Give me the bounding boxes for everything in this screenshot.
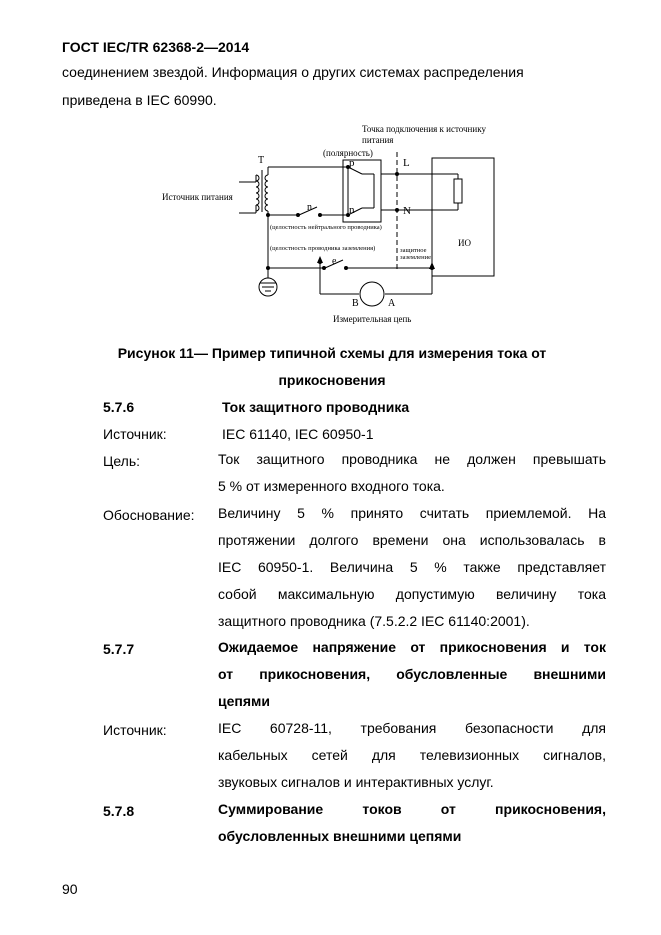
figure-caption-line-1: Рисунок 11— Пример типичной схемы для измерения тока от — [117, 345, 547, 361]
text-line: Ожидаемое напряжение от прикосновения и ток — [218, 639, 606, 655]
text-line: от прикосновения, обусловленные внешними — [218, 666, 606, 682]
text-line: собой максимальную допустимую величину тока — [218, 586, 606, 602]
terminal-n-upper-label: N — [403, 205, 411, 217]
section-576-goal-label: Цель: — [103, 453, 141, 469]
text-line: 5 % от измеренного входного тока. — [218, 478, 445, 494]
text-line: протяжении долгого времени она использовалась в — [218, 532, 606, 548]
text-line: Ток защитного проводника не должен превышать — [218, 451, 606, 467]
section-577-number: 5.7.7 — [103, 641, 135, 657]
section-576-rationale-label: Обоснование: — [103, 507, 195, 523]
text-line: Суммирование токов от прикосновения, — [218, 801, 606, 817]
protective-earth-label-2: заземление — [400, 254, 431, 261]
neutral-continuity-label: (целостность нейтрального проводника) — [270, 224, 382, 231]
protective-earth-label-1: защитное — [400, 247, 427, 254]
section-576-title: Ток защитного проводника — [222, 399, 410, 415]
transformer-secondary — [265, 175, 268, 211]
equipment-label: ИО — [458, 238, 471, 248]
power-source-label: Источник питания — [162, 192, 233, 202]
terminal-n-lower-label: n — [349, 204, 355, 216]
text-line: кабельных сетей для телевизионных сигналов, — [218, 747, 606, 763]
switch-e-label: e — [332, 256, 337, 267]
measuring-circuit-label: Измерительная цепь — [333, 314, 412, 324]
section-577-source-label: Источник: — [103, 722, 167, 738]
section-576-number: 5.7.6 — [103, 399, 135, 415]
text-line: звуковых сигналов и интерактивных услуг. — [218, 774, 494, 790]
connection-point-label-1: Точка подключения к источнику — [362, 124, 486, 134]
intro-line-2: приведена в IEC 60990. — [62, 92, 217, 108]
earth-continuity-label: (целостность проводника заземления) — [270, 245, 376, 252]
section-578-title — [218, 796, 606, 850]
terminal-p-label: p — [349, 157, 355, 169]
transformer-label: T — [258, 155, 265, 166]
page-number: 90 — [62, 881, 78, 897]
text-line: IEC 60728-11, требования безопасности для — [218, 720, 606, 736]
section-576-source-label: Источник: — [103, 426, 167, 442]
figure-caption-line-2: прикосновения — [278, 372, 386, 388]
switch-n-label: n — [307, 202, 312, 213]
text-line: Величину 5 % принято считать приемлемой. На — [218, 505, 606, 521]
terminal-l-label: L — [403, 157, 410, 169]
connection-point-label-2: питания — [362, 135, 394, 145]
text-line: цепями — [218, 693, 270, 709]
section-576-goal-text — [218, 446, 606, 500]
equipment-under-test-box — [432, 158, 494, 276]
text-line: IEC 60950-1. Величина 5 % также представляет — [218, 559, 606, 575]
polarity-label: (полярность) — [323, 148, 373, 158]
terminal-a-label: A — [388, 298, 396, 309]
intro-line-1: соединением звездой. Информация о других системах распределения — [62, 64, 524, 80]
text-line: обусловленных внешними цепями — [218, 828, 462, 844]
section-576-source: IEC 61140, IEC 60950-1 — [222, 426, 374, 442]
section-576-rationale-text — [218, 500, 606, 635]
section-578-number: 5.7.8 — [103, 803, 135, 819]
load-resistor — [454, 179, 462, 203]
section-577-source-text — [218, 715, 606, 796]
measuring-instrument — [360, 282, 384, 306]
document-header: ГОСТ IEC/TR 62368-2—2014 — [62, 39, 250, 55]
terminal-b-label: B — [352, 298, 359, 309]
touch-current-circuit-diagram — [150, 118, 510, 332]
section-577-title — [218, 634, 606, 715]
text-line: защитного проводника (7.5.2.2 IEC 61140:2001). — [218, 613, 530, 629]
